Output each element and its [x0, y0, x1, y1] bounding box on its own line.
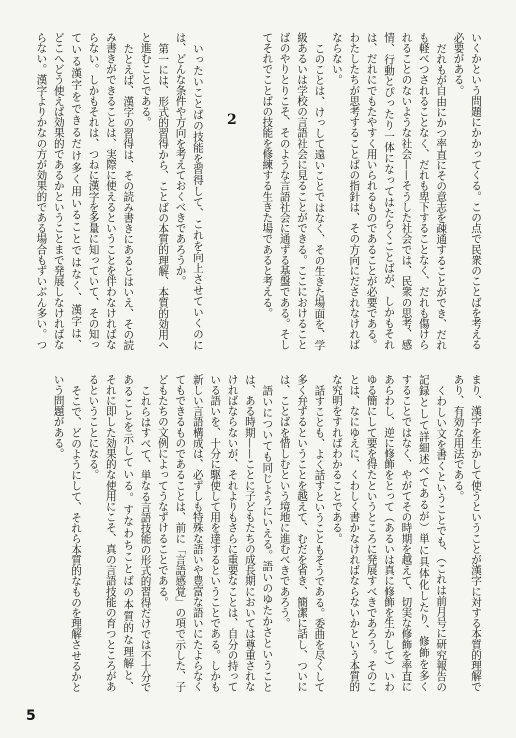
- text-line: らない。しかもそれは、つねに漢字を多量に知っていて、その知っ: [87, 32, 100, 350]
- text-line: は、どんな条件や方向を考えておくべきであろうか。: [174, 32, 187, 287]
- text-line: これらはすべて、単なる言語技能の形式的習得だけでは不十分で: [139, 384, 152, 692]
- text-line: てもできるものであることは、前に「言語感覚」の項で示した、子: [174, 374, 187, 692]
- text-line: いくかという問題にかかってくる。この点で民衆のことばを考える: [470, 32, 482, 350]
- text-line: な究明をすればわかることである。: [330, 374, 343, 544]
- text-line: てそれでことばの技能を修練する生きた場であると考える。: [261, 32, 274, 319]
- text-line: たとえば、漢字の習得は、その読み書きにあるとはいえ、その読: [122, 42, 135, 350]
- text-line: ばのやりとりこそ、そのような言語社会に通ずる基盤である。そし: [278, 32, 291, 350]
- text-line: あることを示している。すなわちことばの本質的な理解と、: [122, 374, 135, 692]
- text-line: 多く弁ずるということを越えて、むだを省き、簡潔に話し、ついに: [296, 374, 309, 692]
- text-line: ゆる簡にして要を得たというところに発展すべきであろう。そのこ: [365, 374, 378, 692]
- text-line: ている漢字をできるだけ多く用いることではなく、漢字は、: [70, 32, 83, 350]
- text-line: それに即した効果的な使用にこそ、真の言語技能の育つところがあ: [104, 374, 117, 692]
- section-number: 2: [227, 112, 237, 128]
- text-line: いう問題がある。: [52, 374, 65, 459]
- text-line: いる語いを、十分に駆使して用を達するということである。しかも: [209, 374, 222, 692]
- text-line: どもたちの文例によってうなずけることである。: [156, 374, 169, 608]
- text-line: 話すことも、よく話すということもそうである。委曲を尽くして: [313, 384, 326, 692]
- text-line: は、ある時期——ことに子どもたちの成長期においては尊重されな: [243, 374, 256, 692]
- text-line: らない。漢字よりかなの方が効果的である場合もずいぶん多い。つ: [35, 32, 48, 350]
- text-line: どこへどう使えば効果的であるかということまで発展しなければな: [52, 32, 65, 350]
- text-line: くわしい文を書くということでも、（これは前月号に研究報告の: [435, 384, 448, 692]
- text-line: 情、行動とぴったり一体になってはたらくことばが、しかもそれ: [383, 32, 396, 350]
- text-line: ならない。: [330, 32, 343, 85]
- text-line: このことは、けっして遠いことではなく、その生きた場面を、学: [313, 42, 326, 350]
- text-line: あらわし、逆に修飾をとって（あるいは真に修飾を生かして）いわ: [383, 374, 396, 692]
- text-line: することではなく、やがてその時期を越えて、切実な修飾を率直に: [400, 374, 413, 692]
- text-line: 語いについても同じようにいえる。語いのゆたかさということ: [261, 384, 274, 692]
- text-line: 記録として詳細述べてあるが）単に具体化したり、修飾を多く: [417, 374, 430, 692]
- text-line: だれもが自由にかつ率直にその意志を疎通することができ、だれ: [435, 42, 448, 350]
- text-line: 必要がある。: [452, 32, 465, 96]
- text-line: と進むことである。: [139, 32, 152, 128]
- text-line: れることのないような社会——そうした社会では、民衆の思考、感: [400, 32, 413, 350]
- text-line: 級あるいは学校の言語社会に見ることができる。ここにおけること: [296, 32, 309, 350]
- text-line: わたしたちが思考することばの指針は、その方向にだされなければ: [348, 32, 361, 350]
- text-line: み書きができることは、実際に使えるということを伴わなければな: [104, 32, 117, 350]
- text-line: そこで、どのようにして、それら本質的なものを理解させるかと: [70, 384, 83, 692]
- text-line: あり、有効な用法である。: [452, 374, 465, 502]
- text-line: は、だれにでもたやすく用いられるものであることが必要である。: [365, 32, 378, 350]
- text-line: ければならないが、それよりもさらに重要なことは、自分の持って: [226, 374, 239, 692]
- text-line: るということになる。: [87, 374, 100, 480]
- text-line: 新しい言語構成は、必ずしも特殊な語いや豊富な語いにたよらなく: [191, 374, 204, 692]
- text-line: も軽べつされることなく、だれも卑下することなく、だれも傷けら: [417, 32, 430, 350]
- text-line: とは、なにゆえに、くわしく書かなければならないかという本質的: [348, 374, 361, 692]
- upper-tier-text: [31, 32, 484, 350]
- lower-tier-text: [44, 374, 484, 692]
- section-heading: [206, 32, 258, 350]
- text-line: いったいことばの技能を習得して、これを向上させていくのに: [191, 42, 204, 350]
- text-line: は、ことばを惜しむという境地に進むべきであろう。: [278, 374, 291, 629]
- page-number: 5: [26, 708, 36, 724]
- text-line: まり、漢字を生かして使うということが漢字に対する本質的理解で: [470, 374, 482, 692]
- text-line: 第一には、形式的習得から、ことばの本質的理解、本質的効用へ: [157, 42, 170, 350]
